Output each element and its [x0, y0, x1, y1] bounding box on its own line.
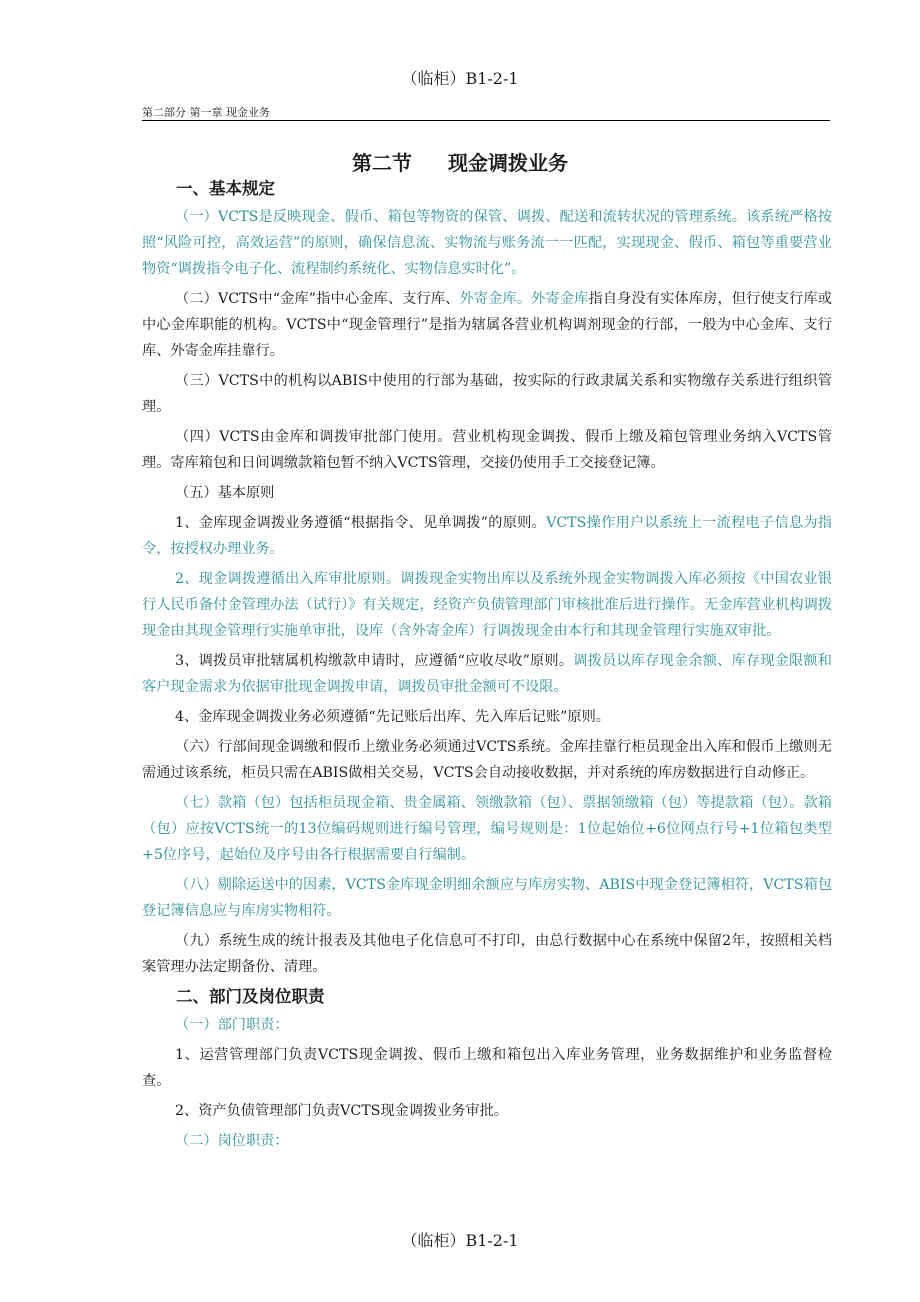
document-body	[142, 176, 832, 1158]
paragraph-2	[142, 286, 832, 364]
paragraph-11: （七）款箱（包）包括柜员现金箱、贵金属箱、领缴款箱（包）、票据领缴箱（包）等提款箱（包）。款箱（包）应按VCTS统一的13位编码规则进行编号管理，编号规则是：1位起始位+6位网点行号+1位箱包类型+5位序号，起始位及序号由各行根据需要自行编制。	[142, 795, 832, 863]
paragraph-5: （五）基本原则	[175, 485, 275, 501]
paragraph-2-highlight: 外寄金库。外寄金库	[459, 291, 589, 307]
page-title	[0, 147, 920, 176]
paragraph-asset-dept: 2、资产负债管理部门负责VCTS现金调拨业务审批。	[175, 1103, 509, 1119]
paragraph-post-duties: （二）岗位职责：	[175, 1133, 289, 1149]
paragraph-12: （八）剔除运送中的因素，VCTS金库现金明细余额应与库房实物、ABIS中现金登记簿相符，VCTS箱包登记簿信息应与库房实物相符。	[142, 877, 832, 919]
paragraph-10: （六）行部间现金调缴和假币上缴业务必须通过VCTS系统。金库挂靠行柜员现金出入库和假币上缴则无需通过该系统，柜员只需在ABIS做相关交易，VCTS会自动接收数据，并对系统的库房数据进行自动修正。	[142, 739, 832, 781]
section-number: 第二节	[352, 151, 412, 175]
paragraph-1: （一）VCTS是反映现金、假币、箱包等物资的保管、调拨、配送和流转状况的管理系统。该系统严格按照“风险可控，高效运营”的原则，确保信息流、实物流与账务流一一匹配，实现现金、假币、箱包等重要营业物资“调拨指令电子化、流程制约系统化、实物信息实时化”。	[142, 209, 832, 277]
paragraph-13: （九）系统生成的统计报表及其他电子化信息可不打印，由总行数据中心在系统中保留2年，按照相关档案管理办法定期备份、清理。	[142, 933, 832, 975]
paragraph-8-highlight: 调拨员以库存现金余额、库存现金限额和客户现金需求为依据审批现金调拨申请，调拨员审批金额可不设限。	[142, 653, 832, 695]
heading-responsibilities: 二、部门及岗位职责	[176, 987, 325, 1006]
paragraph-7: 2、现金调拨遵循出入库审批原则。调拨现金实物出库以及系统外现金实物调拨入库必须按《中国农业银行人民币备付金管理办法（试行）》有关规定，经资产负债管理部门审核批准后进行操作。无金库营业机构调拨现金由其现金管理行实施单审批，设库（含外寄金库）行调拨现金由本行和其现金管理行实施双审批。	[142, 571, 832, 639]
page-header-code: （临柜）B1-2-1	[401, 69, 519, 88]
paragraph-6-highlight: VCTS操作用户以系统上一流程电子信息为指令，按授权办理业务。	[142, 515, 832, 557]
paragraph-4: （四）VCTS由金库和调拨审批部门使用。营业机构现金调拨、假币上缴及箱包管理业务纳入VCTS管理。寄库箱包和日间调缴款箱包暂不纳入VCTS管理，交接仍使用手工交接登记簿。	[142, 429, 832, 471]
paragraph-8-part-a: 3、调拨员审批辖属机构缴款申请时，应遵循“应收尽收”原则。	[175, 653, 574, 669]
page-footer-code: （临柜）B1-2-1	[401, 1231, 519, 1250]
breadcrumb: 第二部分 第一章 现金业务	[142, 106, 270, 119]
paragraph-dept-duties: （一）部门职责：	[175, 1017, 289, 1033]
paragraph-ops-dept: 1、运营管理部门负责VCTS现金调拨、假币上缴和箱包出入库业务管理，业务数据维护和业务监督检查。	[142, 1047, 832, 1089]
section-name: 现金调拨业务	[448, 151, 568, 175]
paragraph-8	[142, 648, 832, 700]
paragraph-6	[142, 510, 832, 562]
paragraph-9: 4、金库现金调拨业务必须遵循“先记账后出库、先入库后记账”原则。	[175, 709, 610, 725]
paragraph-6-part-a: 1、金库现金调拨业务遵循“根据指令、见单调拨”的原则。	[175, 515, 547, 531]
heading-basic-rules: 一、基本规定	[176, 179, 275, 198]
paragraph-3: （三）VCTS中的机构以ABIS中使用的行部为基础，按实际的行政隶属关系和实物缴存关系进行组织管理。	[142, 373, 832, 415]
paragraph-2-part-c: 指自身没有实体库房，但行使支行库或中心金库职能的机构。VCTS中“现金管理行”是指为辖属各营业机构调剂现金的行部，一般为中心金库、支行库、外寄金库挂靠行。	[142, 291, 832, 359]
paragraph-2-part-a: （二）VCTS中“金库”指中心金库、支行库、	[175, 291, 460, 307]
header-divider	[142, 120, 830, 121]
